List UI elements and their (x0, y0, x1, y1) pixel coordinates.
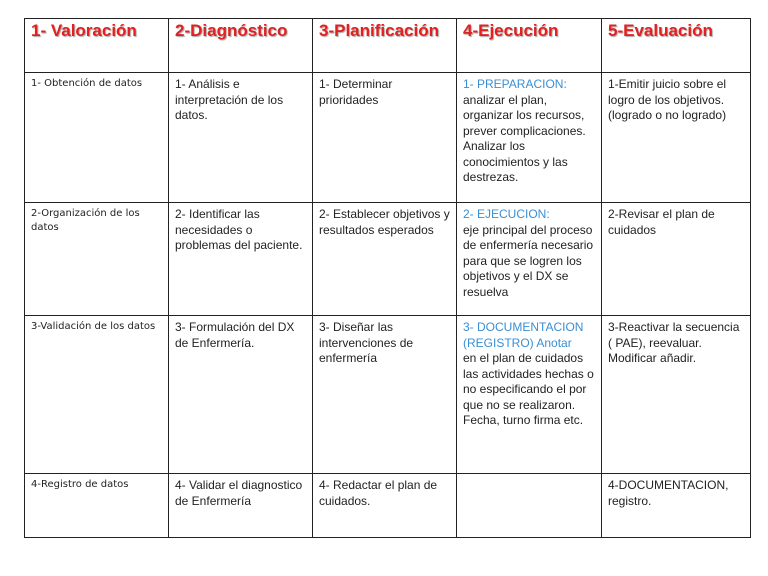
cell-valoracion: 1- Obtención de datos (25, 73, 169, 203)
cell-diagnostico: 4- Validar el diagnostico de Enfermería (169, 474, 313, 538)
cell-valoracion: 2-Organización de los datos (25, 203, 169, 316)
header-diagnostico: 2-Diagnóstico (169, 19, 313, 73)
table-row (25, 316, 751, 474)
cell-ejecucion (457, 203, 602, 316)
nursing-process-table (24, 18, 751, 538)
ejecucion-text: eje principal del proceso de enfermería necesario para que se logren los objetivos y el DX se resuelva (463, 222, 594, 299)
cell-evaluacion: 1-Emitir juicio sobre el logro de los objetivos. (logrado o no logrado) (602, 73, 751, 203)
cell-valoracion: 3-Validación de los datos (25, 316, 169, 474)
ejecucion-heading: 3- DOCUMENTACION (REGISTRO) Anotar (463, 320, 584, 350)
cell-evaluacion: 2-Revisar el plan de cuidados (602, 203, 751, 316)
cell-ejecucion (457, 316, 602, 474)
cell-diagnostico: 1- Análisis e interpretación de los datos. (169, 73, 313, 203)
ejecucion-heading: 2- EJECUCION: (463, 207, 550, 221)
header-ejecucion: 4-Ejecución (457, 19, 602, 73)
table-row (25, 474, 751, 538)
cell-ejecucion (457, 474, 602, 538)
cell-valoracion: 4-Registro de datos (25, 474, 169, 538)
cell-diagnostico: 2- Identificar las necesidades o problemas del paciente. (169, 203, 313, 316)
table-row (25, 203, 751, 316)
cell-evaluacion: 4-DOCUMENTACION, registro. (602, 474, 751, 538)
header-planificacion: 3-Planificación (313, 19, 457, 73)
cell-evaluacion: 3-Reactivar la secuencia ( PAE), reevaluar. Modificar añadir. (602, 316, 751, 474)
cell-planificacion: 2- Establecer objetivos y resultados esperados (313, 203, 457, 316)
cell-planificacion: 4- Redactar el plan de cuidados. (313, 474, 457, 538)
ejecucion-text: en el plan de cuidados las actividades hechas o no especificando el por que no se realizaron. Fecha, turno firma etc. (463, 351, 594, 427)
header-row (25, 19, 751, 73)
table-row (25, 73, 751, 203)
header-evaluacion: 5-Evaluación (602, 19, 751, 73)
cell-ejecucion (457, 73, 602, 203)
ejecucion-heading: 1- PREPARACION: (463, 77, 567, 91)
ejecucion-text: analizar el plan, organizar los recursos, prever complicaciones. Analizar los conocimientos y las destrezas. (463, 92, 586, 184)
header-valoracion: 1- Valoración (25, 19, 169, 73)
cell-planificacion: 3- Diseñar las intervenciones de enfermería (313, 316, 457, 474)
cell-planificacion: 1- Determinar prioridades (313, 73, 457, 203)
cell-diagnostico: 3- Formulación del DX de Enfermería. (169, 316, 313, 474)
